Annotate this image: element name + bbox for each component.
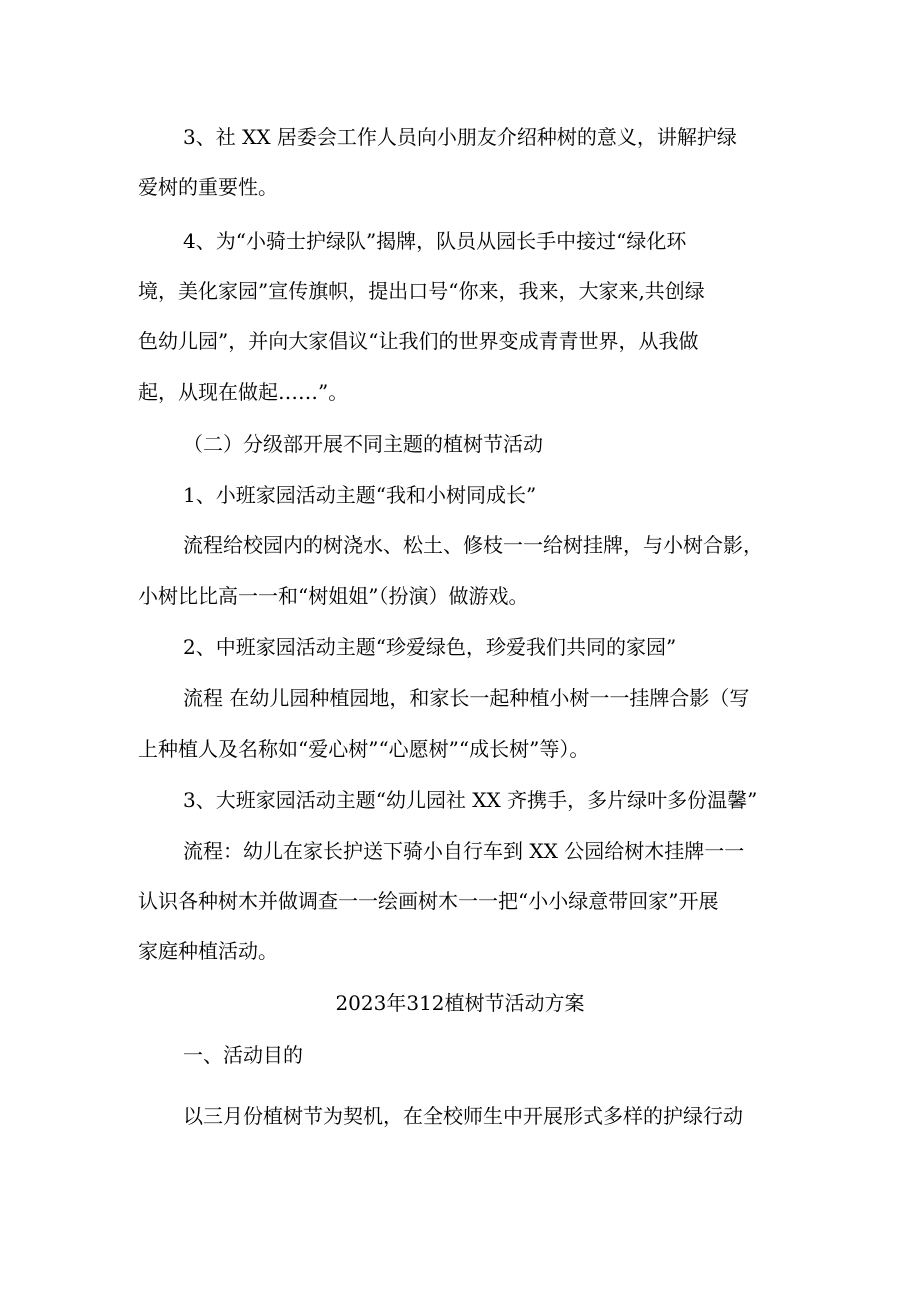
item-1-title: 1、小班家园活动主题“我和小树同成长”: [183, 483, 537, 507]
paragraph-3-line-1: 3、社 XX 居委会工作人员向小朋友介绍种树的意义，讲解护绿: [183, 125, 737, 149]
item-2-flow-line-2: 上种植人及名称如“爱心树”“心愿树”“成长树”等）。: [138, 737, 590, 761]
document-title: 2023年312植树节活动方案: [335, 991, 585, 1015]
item-3-title: 3、大班家园活动主题“幼儿园社 XX 齐携手，多片绿叶多份温馨”: [183, 788, 758, 812]
section-heading-2: （二）分级部开展不同主题的植树节活动: [183, 432, 543, 456]
paragraph-4-line-3: 色幼儿园”，并向大家倡议“让我们的世界变成青青世界，从我做: [138, 329, 699, 353]
paragraph-4-line-1: 4、为“小骑士护绿队”揭牌，队员从园长手中接过“绿化环: [183, 229, 687, 253]
item-2-flow-line-1: 流程 在幼儿园种植园地，和家长一起种植小树一一挂牌合影（写: [183, 686, 750, 710]
item-3-flow-line-1: 流程：幼儿在家长护送下骑小自行车到 XX 公园给树木挂牌一一: [183, 839, 745, 863]
paragraph-3-line-2: 爱树的重要性。: [138, 175, 278, 199]
section-heading-purpose: 一、活动目的: [183, 1043, 303, 1067]
item-1-flow-line-1: 流程给校园内的树浇水、松土、修枝一一给树挂牌，与小树合影，: [183, 533, 763, 557]
item-1-flow-line-2: 小树比比高一一和“树姐姐”（扮演）做游戏。: [138, 584, 529, 608]
paragraph-4-line-2: 境，美化家园”宣传旗帜，提出口号“你来，我来，大家来,共创绿: [138, 279, 705, 303]
paragraph-4-line-4: 起，从现在做起……”。: [138, 380, 349, 404]
item-3-flow-line-3: 家庭种植活动。: [138, 939, 278, 963]
purpose-paragraph-line-1: 以三月份植树节为契机，在全校师生中开展形式多样的护绿行动: [183, 1104, 743, 1128]
item-2-title: 2、中班家园活动主题“珍爱绿色，珍爱我们共同的家园”: [183, 635, 677, 659]
item-3-flow-line-2: 认识各种树木并做调查一一绘画树木一一把“小小绿意带回家”开展: [138, 889, 719, 913]
